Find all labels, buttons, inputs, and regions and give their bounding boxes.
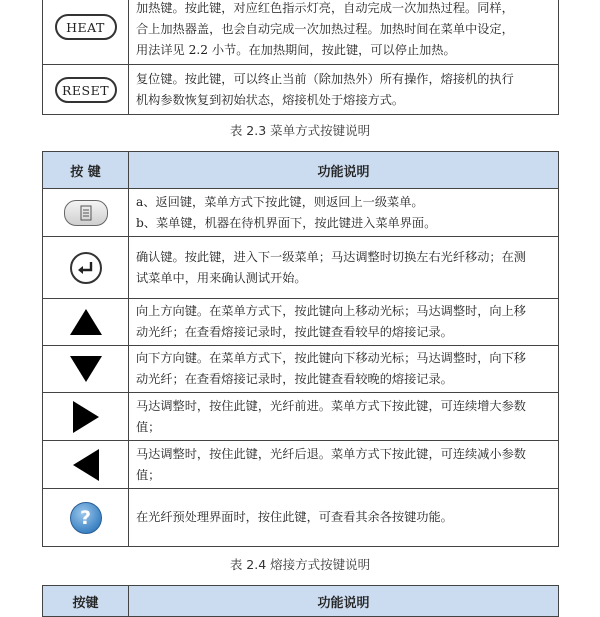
up-arrow-icon	[69, 307, 103, 337]
table-row	[43, 237, 559, 299]
menu-mode-key-table	[42, 151, 559, 547]
description-line: 在光纤预处理界面时，按住此键，可查看其余各按键功能。	[136, 510, 453, 524]
key-cell	[43, 299, 129, 346]
description-line: b、菜单键，机器在待机界面下，按此键进入菜单界面。	[136, 215, 437, 230]
key-cell	[43, 441, 129, 489]
description-line: 马达调整时，按住此键，光纤前进。菜单方式下按此键，可连续增大参数	[136, 398, 526, 413]
function-description	[129, 299, 559, 346]
header-key: 按 键	[43, 152, 129, 189]
enter-key-icon	[70, 252, 102, 284]
key-cell	[43, 189, 129, 237]
table-row	[43, 189, 559, 237]
down-arrow-icon	[69, 354, 103, 384]
header-description: 功能说明	[129, 152, 559, 189]
function-description	[129, 393, 559, 441]
key-cell	[43, 0, 129, 65]
table-row	[43, 65, 559, 115]
table-header-row	[43, 586, 559, 617]
right-arrow-icon	[71, 400, 101, 434]
description-line: 动光纤；在查看熔接记录时，按此键查看较早的熔接记录。	[136, 325, 453, 339]
description-line: 马达调整时，按住此键，光纤后退。菜单方式下按此键，可连续减小参数	[136, 446, 526, 461]
description-line: a、返回键，菜单方式下按此键，则返回上一级菜单。	[136, 194, 424, 209]
description-line: 试菜单中，用来确认测试开始。	[136, 270, 307, 285]
header-description: 功能说明	[129, 586, 559, 617]
table-header-row	[43, 152, 559, 189]
function-description	[129, 0, 559, 65]
fusion-mode-key-table	[42, 585, 559, 617]
table-row	[43, 489, 559, 547]
description-line: 值；	[136, 419, 161, 434]
table-caption: 表 2.4 熔接方式按键说明	[229, 557, 371, 572]
reset-key-icon: RESET	[55, 77, 117, 103]
description-line: 用法详见 2.2 小节。在加热期间，按此键，可以停止加热。	[136, 43, 456, 57]
left-arrow-icon	[71, 448, 101, 482]
table-row	[43, 0, 559, 65]
table-caption: 表 2.3 菜单方式按键说明	[229, 123, 371, 138]
description-line: 复位键。按此键，可以终止当前（除加热外）所有操作，熔接机的执行	[136, 71, 514, 86]
table-row	[43, 346, 559, 393]
key-cell	[43, 346, 129, 393]
description-line: 值；	[136, 467, 161, 482]
description-line: 确认键。按此键，进入下一级菜单；马达调整时切换左右光纤移动；在测	[136, 249, 526, 264]
function-description	[129, 489, 559, 547]
key-cell	[43, 65, 129, 115]
key-cell	[43, 237, 129, 299]
description-line: 向下方向键。在菜单方式下，按此键向下移动光标；马达调整时，向下移	[136, 351, 526, 365]
description-line: 机构参数恢复到初始状态，熔接机处于熔接方式。	[136, 92, 405, 107]
table-row	[43, 299, 559, 346]
key-cell	[43, 489, 129, 547]
menu-key-icon	[64, 200, 108, 226]
function-description	[129, 346, 559, 393]
table-row	[43, 393, 559, 441]
description-line: 向上方向键。在菜单方式下，按此键向上移动光标；马达调整时，向上移	[136, 304, 526, 318]
function-description	[129, 65, 559, 115]
heat-key-icon: HEAT	[55, 14, 117, 40]
header-key: 按键	[43, 586, 129, 617]
key-cell	[43, 393, 129, 441]
function-description	[129, 441, 559, 489]
description-line: 加热键。按此键，对应红色指示灯亮，自动完成一次加热过程。同样，	[136, 1, 514, 15]
table-row	[43, 441, 559, 489]
function-description	[129, 189, 559, 237]
description-line: 动光纤；在查看熔接记录时，按此键查看较晚的熔接记录。	[136, 372, 453, 386]
key-table-previous	[42, 0, 559, 115]
description-line: 合上加热器盖，也会自动完成一次加热过程。加热时间在菜单中设定，	[136, 22, 514, 36]
function-description	[129, 237, 559, 299]
help-key-icon: ?	[70, 502, 102, 534]
